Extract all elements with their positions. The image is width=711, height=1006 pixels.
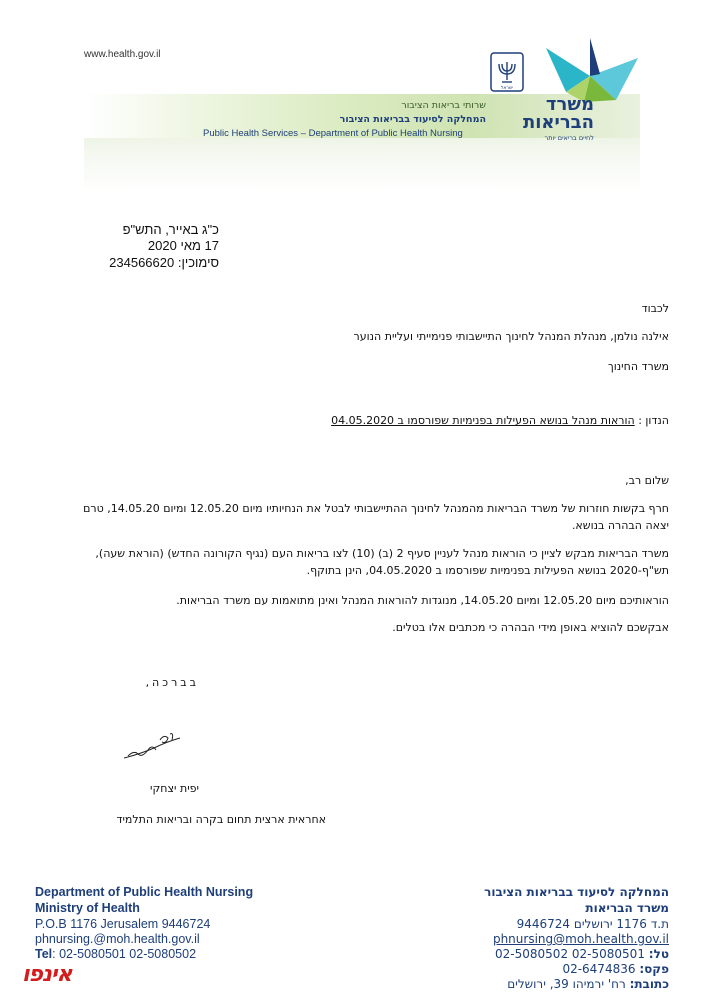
footer-he-address-value: רח' ירמיהו 39, ירושלים <box>507 977 630 991</box>
greeting: שלום רב, <box>625 474 669 487</box>
footer-he-department: המחלקה לסיעוד בבריאות הציבור <box>484 885 669 899</box>
website-url: www.health.gov.il <box>84 49 161 60</box>
footer-he-ministry: משרד הבריאות <box>585 901 669 915</box>
header-band-fade <box>84 138 640 192</box>
signer-role: אחראית ארצית תחום בקרה ובריאות התלמיד <box>116 813 326 826</box>
ministry-name-line2: הבריאות <box>522 112 594 133</box>
subject-text: הוראות מנהל בנושא הפעילות בפנימיות שפורסמו ב 04.05.2020 <box>331 414 635 427</box>
footer-he-fax-label: פקס: <box>639 962 669 976</box>
footer-he-email[interactable]: phnursing@moh.health.gov.il <box>492 932 669 946</box>
paragraph-3: הוראותיכם מיום 12.05.20 ומיום 14.05.20, מנוגדות להוראות המנהל ואינן מתואמות עם משרד הבריאות. <box>176 594 669 607</box>
header-services-he: שרותי בריאות הציבור <box>401 100 486 111</box>
footer-he-tel-value: 02-5080501 02-5080502 <box>495 947 649 961</box>
closing-blessing: בברכה, <box>145 676 199 689</box>
footer-en-ministry: Ministry of Health <box>35 901 140 915</box>
signature-image <box>120 728 190 764</box>
reference-number: 234566620 <box>109 255 175 270</box>
header-department-he: המחלקה לסיעוד בבריאות הציבור <box>339 114 486 125</box>
subject-line <box>331 414 669 427</box>
recipient-org: משרד החינוך <box>607 360 669 373</box>
paragraph-1: חרף בקשות חוזרות של משרד הבריאות מהמנהל לחינוך ההתיישבותי לבטל את הנחיותיו מיום 12.05.20 ומיום 14.05.20, טרם יצאה הבהרה בנושא. <box>83 502 669 532</box>
emblem-caption: ישראל <box>500 86 514 91</box>
footer-he-fax-value: 02-6474836 <box>562 962 640 976</box>
watermark-logo: אינפו <box>22 962 72 987</box>
header-department-en: Public Health Services – Department of Public Health Nursing <box>203 128 463 139</box>
hebrew-date: כ"ג באייר, התש"פ <box>122 222 219 237</box>
footer-he-pobox: ת.ד 1176 ירושלים 9446724 <box>516 917 669 931</box>
ministry-name-line1: משרד <box>545 94 594 115</box>
gregorian-date: 17 מאי 2020 <box>147 238 219 253</box>
recipient-honorific: לכבוד <box>641 302 669 315</box>
reference <box>109 255 219 270</box>
footer-he-address-label: כתובת: <box>629 977 669 991</box>
subject-label: הנדון : <box>638 414 669 427</box>
footer-he-tel <box>495 947 669 962</box>
footer-he-address <box>507 977 669 992</box>
signer-name: יפית יצחקי <box>150 782 199 795</box>
recipient-name: אילנה נולמן, מנהלת המנהל לחינוך התיישבותי פנימייתי ועליית הנוער <box>353 330 669 343</box>
ministry-tagline: לחיים בריאים יותר <box>544 134 594 142</box>
paragraph-2: משרד הבריאות מבקש לציין כי הוראות מנהל לעניין סעיף 2 (ב) (10) לצו בריאות העם (נגיף הקורונה החדש) (הוראת שעה), תש"ף-2020 בנושא הפעילות בפנימיות שפורסמו ב 04.05.2020, הינן בתוקף. <box>95 547 669 577</box>
footer-en-tel-value: : 02-5080501 02-5080502 <box>52 947 197 961</box>
paragraph-4: אבקשכם להוציא באופן מידי הבהרה כי מכתבים אלו בטלים. <box>392 621 669 634</box>
footer-he-fax <box>562 962 669 977</box>
state-emblem-icon <box>490 52 524 92</box>
footer-en-pobox: P.O.B 1176 Jerusalem 9446724 <box>35 917 211 931</box>
footer-en-tel <box>35 947 196 962</box>
footer-en-tel-label: Tel <box>35 947 53 961</box>
footer-he-tel-label: טל: <box>648 947 669 961</box>
footer-en-department: Department of Public Health Nursing <box>35 885 254 899</box>
footer-en-email[interactable]: phnursing.@moh.health.gov.il <box>35 932 200 946</box>
reference-label: סימוכין: <box>177 255 219 270</box>
